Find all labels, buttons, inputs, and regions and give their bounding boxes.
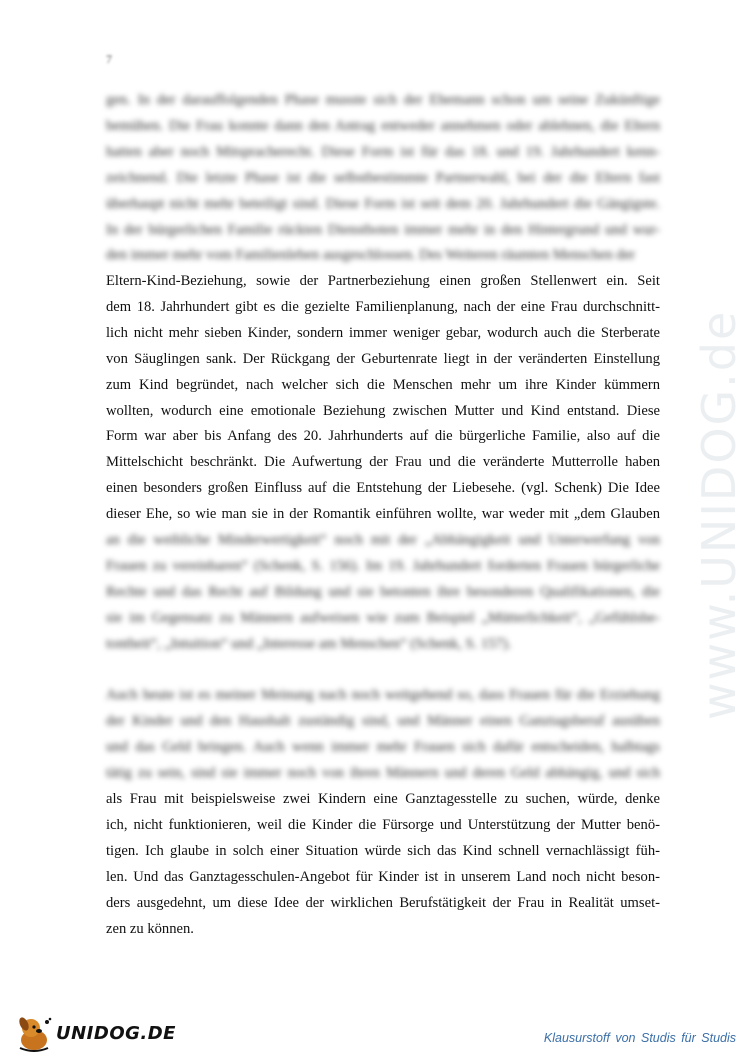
text-line: tätig zu sein, sind sie immer noch von ihren Männern und deren Geld abhängig, und sich (106, 764, 660, 781)
unidog-logo (14, 1014, 176, 1052)
text-line: wollten, wodurch eine emotionale Beziehung zwischen Mutter und Kind entstand. Diese (106, 402, 660, 419)
text-line: ich, nicht funktionieren, weil die Kinder die Fürsorge und Unterstützung der Mutter benö- (106, 816, 660, 833)
text-line: Auch heute ist es meiner Meinung nach noch weitgehend so, dass Frauen für die Erziehung (106, 687, 660, 703)
text-line: sie im Gegensatz zu Männern aufweisen wie zum Beispiel „Mütterlichkeit“, „Gefühlsbe- (106, 609, 660, 626)
blurred-middle-block (106, 528, 660, 658)
text-line: len. Und das Ganztagesschulen-Angebot für Kinder ist in unserem Land noch nicht beson- (106, 868, 660, 885)
text-line: an die weibliche Minderwertigkeit“ noch mit der „Abhängigkeit und Unterwerfung von (106, 532, 660, 548)
text-line: bemühen. Die Frau konnte dann den Antrag entweder annehmen oder ablehnen, die Eltern (106, 117, 660, 134)
dog-mascot-icon (14, 1014, 54, 1052)
paragraph-2 (106, 787, 660, 942)
text-line: hatten aber noch Mitspracherecht. Diese Form ist für das 18. und 19. Jahrhundert kenn- (106, 143, 660, 160)
text-line: den immer mehr vom Familienleben ausgeschlossen. Des Weiteren räumten Menschen der (106, 247, 636, 264)
text-line: dem 18. Jahrhundert gibt es die gezielte Familienplanung, nach der eine Frau durchschnitt- (106, 298, 660, 315)
text-line: zum Kind begründet, nach welcher sich die Menschen mehr um ihre Kinder kümmern (106, 376, 660, 393)
watermark: www.UNIDOG.de (692, 309, 746, 720)
text-line: von Säuglingen sank. Der Rückgang der Geburtenrate liegt in der veränderten Einstellung (106, 350, 660, 367)
text-line: tigen. Ich glaube in solch einer Situation würde sich das Kind schnell vernachlässigt füh- (106, 842, 660, 859)
text-line: tontheit“, „Intuition“ und „Interesse am Menschen“ (Schenk, S. 157). (106, 635, 512, 652)
text-line: gen. In der darauffolgenden Phase musste sich der Ehemann schon um seine Zukünftige (106, 92, 660, 108)
blurred-top-block (106, 88, 660, 269)
text-line: überhaupt nicht mehr beteiligt sind. Diese Form ist seit dem 20. Jahrhundert die Gängigste. (106, 195, 660, 212)
text-line: und das Geld bringen. Auch wenn immer mehr Frauen sich dafür entscheiden, halbtags (106, 738, 660, 755)
text-line: einen besonders großen Einfluss auf die Entstehung der Liebesehe. (vgl. Schenk) Die Idee (106, 480, 660, 497)
text-line: In der bürgerlichen Familie rückten Dienstboten immer mehr in den Hintergrund und wur- (106, 221, 660, 238)
text-line: Frauen zu vereinbaren“ (Schenk, S. 156). Im 19. Jahrhundert forderten Frauen bürgerliche (106, 557, 660, 574)
text-line: als Frau mit beispielsweise zwei Kindern eine Ganztagesstelle zu suchen, würde, denke (106, 791, 660, 807)
text-line: lich nicht mehr sieben Kinder, sondern immer weniger gebar, wodurch auch die Sterberate (106, 324, 660, 341)
text-line: Form war aber bis Anfang des 20. Jahrhunderts auf die bürgerliche Familie, also auf die (106, 428, 660, 445)
text-line: Rechte und das Recht auf Bildung und sie betonten ihre besonderen Qualifikationen, die (106, 583, 660, 600)
text-line: dieser Ehe, so wie man sie in der Romantik einführen wollte, war weder mit „dem Glauben (106, 506, 660, 523)
text-line: ders ausgedehnt, um diese Idee der wirklichen Berufstätigkeit der Frau in Realität umset- (106, 894, 660, 911)
blurred-lower-block (106, 683, 660, 787)
footer-tagline: Klausurstoff von Studis für Studis (543, 1031, 736, 1045)
logo-text: UNIDOG.DE (56, 1022, 176, 1044)
paragraph-1 (106, 269, 660, 528)
text-line: zen zu können. (106, 920, 194, 937)
text-line: zeichnend. Die letzte Phase ist die selbstbestimmte Partnerwahl, bei der die Eltern fast (106, 169, 660, 186)
text-line: Eltern-Kind-Beziehung, sowie der Partnerbeziehung einen großen Stellenwert ein. Seit (106, 273, 660, 289)
text-line: Mittelschicht beschränkt. Die Aufwertung der Frau und die veränderte Mutterrolle haben (106, 454, 660, 471)
page-number: 7 (106, 52, 112, 66)
text-line: der Kinder und den Haushalt zuständig sind, und Männer einen Ganztagsberuf ausüben (106, 712, 660, 729)
